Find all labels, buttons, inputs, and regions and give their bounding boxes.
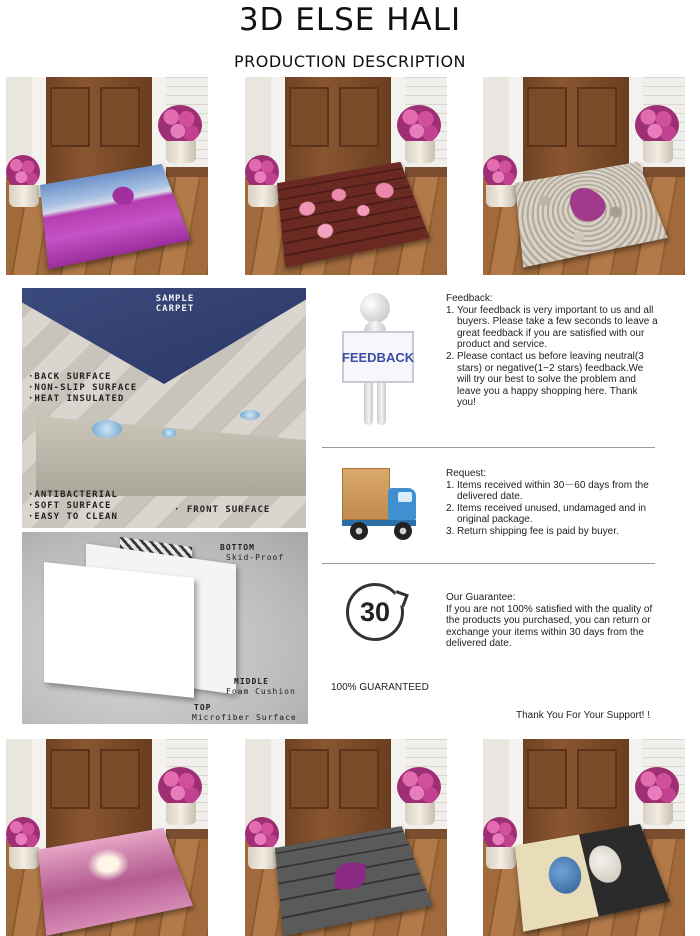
feedback-heading: Feedback:: [446, 293, 493, 304]
page-subtitle: PRODUCTION DESCRIPTION: [234, 52, 466, 71]
feedback-sign: FEEDBACK: [342, 331, 414, 383]
back-feature-3: ·HEAT INSULATED: [28, 394, 125, 404]
layer-middle-sub: Foam Cushion: [226, 687, 296, 696]
front-feature-2: ·SOFT SURFACE: [28, 501, 112, 511]
layer-top-label: TOP: [194, 703, 212, 712]
request-item: 3. Return shipping fee is paid by buyer.: [446, 525, 619, 537]
section-divider: [322, 563, 655, 564]
product-photo-stone-leaf: [245, 739, 447, 936]
guaranteed-caption: 100% GUARANTEED: [331, 682, 429, 693]
front-feature-3: ·EASY TO CLEAN: [28, 512, 118, 522]
product-photo-lavender: [6, 77, 208, 275]
front-feature-1: ·ANTIBACTERIAL: [28, 490, 118, 500]
sample-label-line1: SAMPLE: [155, 294, 195, 304]
guarantee-30-icon: 30: [346, 583, 404, 641]
feedback-item: 2. Please contact us before leaving neutral(3 stars) or negative(1−2 stars) feedback.We will try our best to solve the problem and leave you a happy shopping here. Thank you!: [446, 350, 644, 409]
layer-top-sub: Microfiber Surface: [192, 713, 297, 722]
layer-middle-label: MIDDLE: [234, 677, 269, 686]
section-divider: [322, 447, 655, 448]
delivery-truck-icon: [342, 468, 420, 546]
product-photo-roses: [245, 77, 447, 275]
guarantee-heading: Our Guarantee:: [446, 592, 516, 603]
top-layer: [44, 562, 194, 698]
product-photo-blossom: [6, 739, 208, 936]
thanks-message: Thank You For Your Support! !: [516, 710, 650, 721]
guarantee-text: If you are not 100% satisfied with the quality of the products you purchased, you can return or exchange your items within 30 days from the delivered date.: [446, 603, 653, 650]
front-surface-label: · FRONT SURFACE: [174, 505, 271, 515]
back-feature-1: ·BACK SURFACE: [28, 372, 112, 382]
request-item: 2. Items received unused, undamaged and in original package.: [446, 502, 647, 526]
sample-carpet-image: [22, 288, 306, 528]
product-photo-pebble-leaf: [483, 77, 685, 275]
feedback-section: [446, 293, 658, 409]
page-title: 3D ELSE HALI: [238, 2, 462, 38]
layer-bottom-sub: Skid-Proof: [226, 553, 285, 562]
carpet-layers-image: [22, 532, 308, 724]
request-heading: Request:: [446, 468, 487, 479]
request-section: [446, 468, 658, 538]
back-feature-2: ·NON-SLIP SURFACE: [28, 383, 138, 393]
layer-bottom-label: BOTTOM: [220, 543, 255, 552]
feedback-figure-icon: [342, 293, 414, 429]
feedback-item: 1. Your feedback is very important to us and all buyers. Please take a few seconds to leave a great feedback if you are satisfied with our product and service.: [446, 304, 658, 351]
guarantee-section: [446, 592, 658, 650]
sample-label-line2: CARPET: [155, 304, 195, 314]
product-photo-pebble-feet: [483, 739, 685, 936]
request-item: 1. Items received within 30－60 days from the delivered date.: [446, 479, 649, 503]
